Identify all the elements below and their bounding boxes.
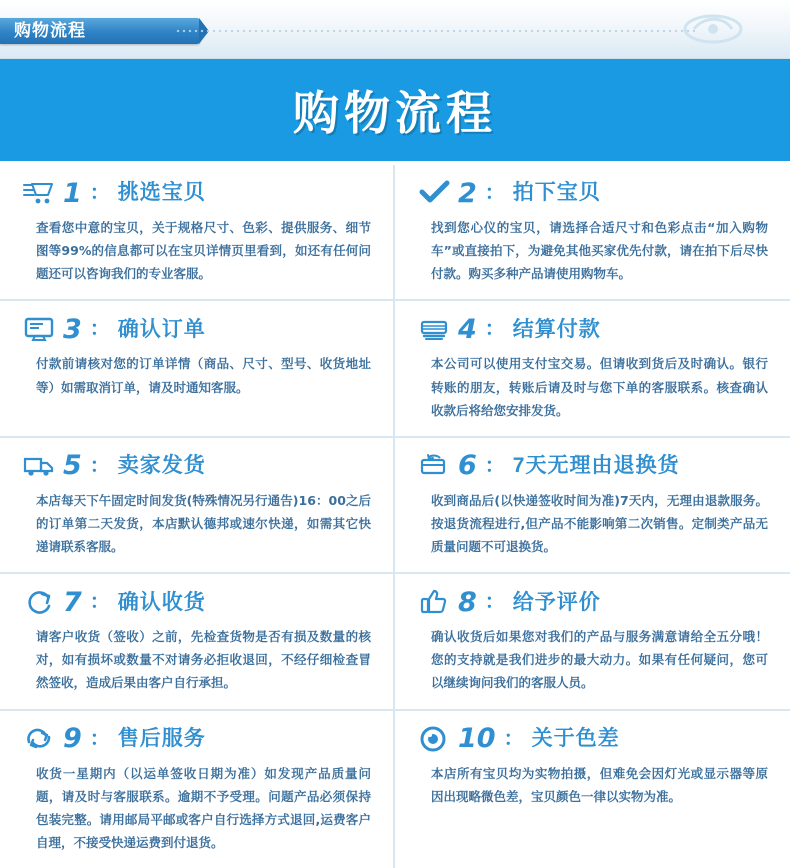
step-title: 关于色差 <box>532 727 620 750</box>
step-card-8 <box>395 574 790 708</box>
monitor-icon <box>22 315 56 343</box>
cash-stack-icon <box>417 315 451 343</box>
step-header <box>417 315 772 343</box>
step-card-5 <box>0 438 395 572</box>
step-description: 本店所有宝贝均为实物拍摄，但难免会因灯光或显示器等原因出现略微色差，宝贝颜色一律以实物为准。 <box>417 762 772 808</box>
delivery-truck-icon <box>22 452 56 480</box>
step-description: 找到您心仪的宝贝，请选择合适尺寸和色彩点击“加入购物车”或直接拍下，为避免其他买家优先付款，请在拍下后尽快付款。购买多种产品请使用购物车。 <box>417 216 772 285</box>
step-card-10 <box>395 711 790 868</box>
step-number: 6 <box>458 452 477 479</box>
step-card-9 <box>0 711 395 868</box>
page-topbar <box>0 0 790 59</box>
step-title: 拍下宝贝 <box>513 181 601 204</box>
step-card-4 <box>395 301 790 435</box>
step-header <box>22 725 375 753</box>
step-colon: ： <box>90 729 110 749</box>
step-number: 10 <box>458 725 496 752</box>
swirl-logo-icon <box>682 10 744 48</box>
step-number: 1 <box>63 180 82 207</box>
step-title: 给予评价 <box>513 591 601 614</box>
recycle-arrows-icon <box>22 588 56 616</box>
step-description: 付款前请核对您的订单详情（商品、尺寸、型号、收货地址等）如需取消订单，请及时通知客服。 <box>22 352 375 398</box>
step-title: 挑选宝贝 <box>118 181 206 204</box>
step-colon: ： <box>90 319 110 339</box>
step-title: 卖家发货 <box>118 454 206 477</box>
step-description: 本店每天下午固定时间发货(特殊情况另行通告)16：00之后的订单第二天发货，本店默认德邦或速尔快递，如需其它快递请联系客服。 <box>22 489 375 558</box>
steps-row <box>0 711 790 868</box>
decorative-dot-pattern <box>175 28 695 36</box>
step-description: 查看您中意的宝贝，关于规格尺寸、色彩、提供服务、细节图等99%的信息都可以在宝贝详情页里看到，如还有任何问题还可以咨询我们的专业客服。 <box>22 216 375 285</box>
step-colon: ： <box>485 319 505 339</box>
step-number: 3 <box>63 316 82 343</box>
breadcrumb-ribbon: 购物流程 <box>0 18 200 44</box>
step-colon: ： <box>90 456 110 476</box>
step-description: 本公司可以使用支付宝交易。但请收到货后及时确认。银行转账的朋友，转账后请及时与您下单的客服联系。核查确认收款后将给您安排发货。 <box>417 352 772 421</box>
shopping-cart-icon <box>22 179 56 207</box>
color-circle-icon <box>417 725 451 753</box>
step-colon: ： <box>90 183 110 203</box>
step-colon: ： <box>485 456 505 476</box>
step-header <box>417 452 772 480</box>
steps-row <box>0 574 790 710</box>
step-card-7 <box>0 574 395 708</box>
step-card-6 <box>395 438 790 572</box>
step-description: 确认收货后如果您对我们的产品与服务满意请给全五分哦！您的支持就是我们进步的最大动力。如果有任何疑问，您可以继续询问我们的客服人员。 <box>417 625 772 694</box>
step-header <box>417 179 772 207</box>
step-number: 4 <box>458 316 477 343</box>
refresh-cycle-icon <box>22 725 56 753</box>
step-title: 确认收货 <box>118 591 206 614</box>
step-title: 结算付款 <box>513 318 601 341</box>
step-colon: ： <box>90 592 110 612</box>
step-description: 收货一星期内（以运单签收日期为准）如发现产品质量问题，请及时与客服联系。逾期不予受理。问题产品必须保持包装完整。请用邮局平邮或客户自行选择方式退回,运费客户自理，不接受快递运费到付退货。 <box>22 762 375 855</box>
step-description: 请客户收货（签收）之前，先检查货物是否有损及数量的核对，如有损坏或数量不对请务必拒收退回，不经仔细检查冒然签收，造成后果由客户自行承担。 <box>22 625 375 694</box>
step-card-1 <box>0 165 395 299</box>
steps-row <box>0 301 790 437</box>
step-card-2 <box>395 165 790 299</box>
step-number: 8 <box>458 589 477 616</box>
thumbs-up-icon <box>417 588 451 616</box>
steps-row <box>0 165 790 301</box>
step-header <box>22 179 375 207</box>
step-header <box>417 725 772 753</box>
return-box-icon <box>417 452 451 480</box>
check-mark-icon <box>417 179 451 207</box>
step-number: 5 <box>63 452 82 479</box>
step-number: 9 <box>63 725 82 752</box>
step-colon: ： <box>485 592 505 612</box>
step-colon: ： <box>504 729 524 749</box>
step-header <box>22 588 375 616</box>
hero-banner <box>0 59 790 165</box>
step-title: 确认订单 <box>118 318 206 341</box>
step-title: 售后服务 <box>118 727 206 750</box>
step-header <box>22 452 375 480</box>
step-number: 7 <box>63 589 82 616</box>
page-title: 购物流程 <box>293 77 497 143</box>
step-card-3 <box>0 301 395 435</box>
step-colon: ： <box>485 183 505 203</box>
step-description: 收到商品后(以快递签收时间为准)7天内，无理由退款服务。按退货流程进行,但产品不能影响第二次销售。定制类产品无质量问题不可退换货。 <box>417 489 772 558</box>
step-header <box>417 588 772 616</box>
step-header <box>22 315 375 343</box>
steps-grid <box>0 165 790 868</box>
steps-row <box>0 438 790 574</box>
step-title: 7天无理由退换货 <box>513 454 680 477</box>
step-number: 2 <box>458 180 477 207</box>
